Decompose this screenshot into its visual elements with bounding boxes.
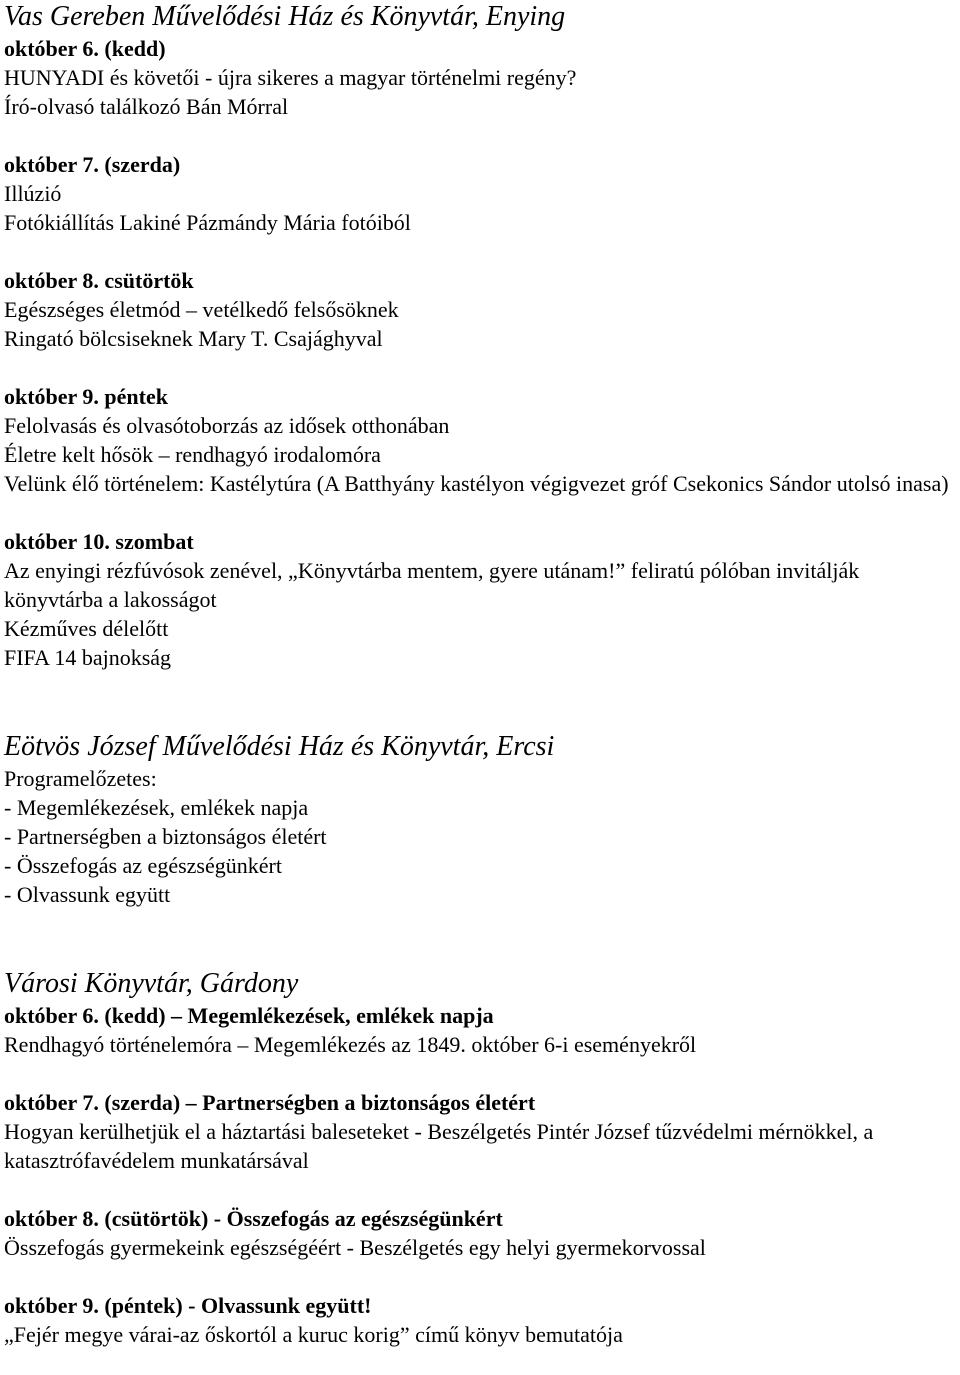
date-heading: október 7. (szerda) (4, 152, 181, 177)
event-line: Író-olvasó találkozó Bán Mórral (4, 94, 289, 119)
spacer (4, 121, 956, 150)
date-heading: október 6. (kedd) (4, 36, 166, 61)
date-heading: október 6. (kedd) – Megemlékezések, emlékek napja (4, 1003, 494, 1028)
date-heading: október 8. csütörtök (4, 268, 194, 293)
event-line: Összefogás gyermekeink egészségéért - Beszélgetés egy helyi gyermekorvossal (4, 1235, 706, 1260)
section-title-ercsi: Eötvös József Művelődési Ház és Könyvtár, Ercsi (4, 731, 555, 762)
spacer (4, 909, 956, 967)
spacer (4, 498, 956, 527)
intro-line: Programelőzetes: (4, 766, 157, 791)
list-item: - Partnerségben a biztonságos életért (4, 824, 327, 849)
event-line: Egészséges életmód – vetélkedő felsősöknek (4, 297, 399, 322)
date-heading: október 10. szombat (4, 529, 194, 554)
list-item: - Összefogás az egészségünkért (4, 853, 282, 878)
list-item: - Megemlékezések, emlékek napja (4, 795, 309, 820)
date-heading: október 9. péntek (4, 384, 168, 409)
event-line: Életre kelt hősök – rendhagyó irodalomóra (4, 442, 381, 467)
event-line: Az enyingi rézfúvósok zenével, „Könyvtárba mentem, gyere utánam!” feliratú pólóban invitálják könyvtárba a lakosságot (4, 558, 860, 612)
document-page (4, 0, 956, 1349)
event-line: FIFA 14 bajnokság (4, 645, 172, 670)
event-line: Illúzió (4, 181, 62, 206)
event-line: Fotókiállítás Lakiné Pázmándy Mária fotóiból (4, 210, 411, 235)
spacer (4, 353, 956, 382)
event-line: Hogyan kerülhetjük el a háztartási baleseteket - Beszélgetés Pintér József tűzvédelmi mérnökkel, a katasztrófavédelem munkatársával (4, 1119, 874, 1173)
event-line: HUNYADI és követői - újra sikeres a magyar történelmi regény? (4, 65, 577, 90)
date-heading: október 7. (szerda) – Partnerségben a biztonságos életért (4, 1090, 536, 1115)
spacer (4, 1262, 956, 1291)
section-title-enying: Vas Gereben Művelődési Ház és Könyvtár, Enying (4, 1, 566, 32)
section-title-gardony: Városi Könyvtár, Gárdony (4, 968, 299, 999)
date-heading: október 9. (péntek) - Olvassunk együtt! (4, 1293, 372, 1318)
spacer (4, 672, 956, 730)
date-heading: október 8. (csütörtök) - Összefogás az egészségünkért (4, 1206, 503, 1231)
event-line: Kézműves délelőtt (4, 616, 169, 641)
event-line: „Fejér megye várai-az őskortól a kuruc korig” című könyv bemutatója (4, 1322, 623, 1347)
event-line: Ringató bölcsiseknek Mary T. Csajághyval (4, 326, 383, 351)
spacer (4, 1175, 956, 1204)
spacer (4, 1059, 956, 1088)
list-item: - Olvassunk együtt (4, 882, 171, 907)
event-line: Felolvasás és olvasótoborzás az idősek otthonában (4, 413, 450, 438)
event-line: Velünk élő történelem: Kastélytúra (A Batthyány kastélyon végigvezet gróf Csekonics Sándor utolsó inasa) (4, 471, 949, 496)
event-line: Rendhagyó történelemóra – Megemlékezés az 1849. október 6-i eseményekről (4, 1032, 697, 1057)
spacer (4, 237, 956, 266)
